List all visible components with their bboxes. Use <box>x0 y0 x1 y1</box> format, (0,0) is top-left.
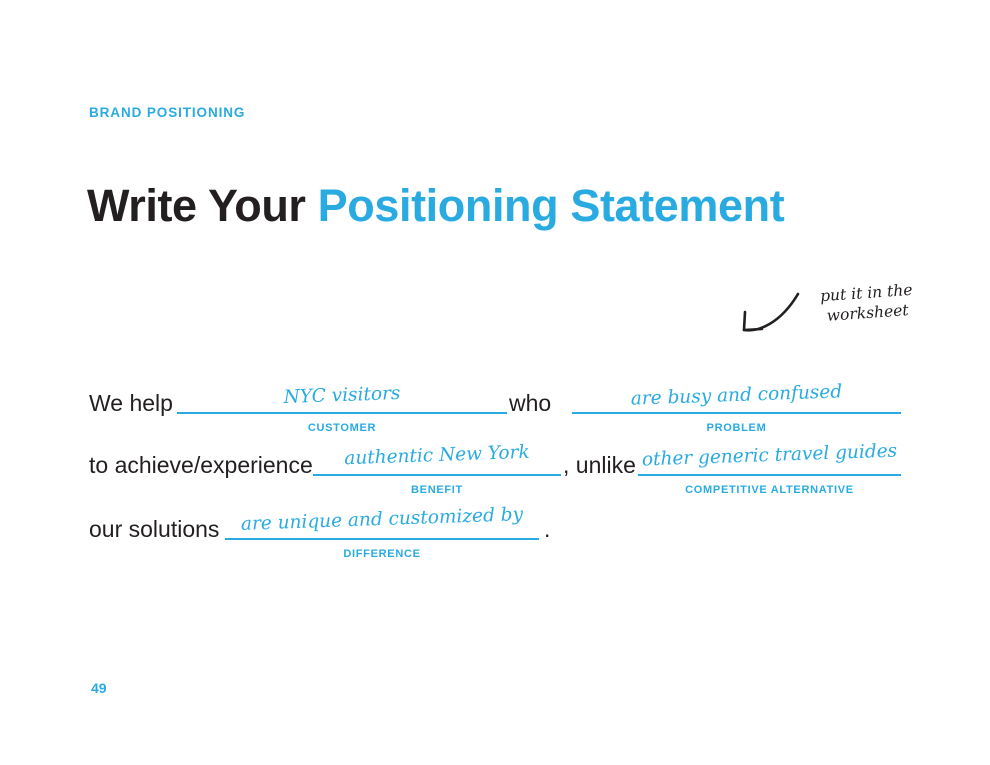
answer-customer[interactable]: NYC visitors <box>283 382 401 409</box>
page-number: 49 <box>91 680 107 696</box>
statement-line-3 <box>89 506 919 568</box>
caption-difference: DIFFERENCE <box>343 548 421 560</box>
handwritten-note-line-1: put it in the <box>819 280 914 306</box>
page-title-plain: Write Your <box>87 180 318 231</box>
label-unlike: , unlike <box>563 452 636 478</box>
caption-problem: PROBLEM <box>706 422 767 434</box>
label-to-achieve: to achieve/experience <box>89 452 313 478</box>
statement-line-2 <box>89 442 919 506</box>
answer-problem[interactable]: are busy and confused <box>630 381 843 410</box>
label-period: . <box>544 516 551 542</box>
handwritten-note <box>811 279 924 327</box>
curved-arrow-icon <box>738 288 808 333</box>
page-title-accent: Positioning Statement <box>317 180 785 231</box>
caption-competitive-alternative: COMPETITIVE ALTERNATIVE <box>685 484 854 496</box>
handwritten-note-line-2: worksheet <box>826 301 910 326</box>
answer-benefit[interactable]: authentic New York <box>343 441 531 470</box>
section-eyebrow: BRAND POSITIONING <box>89 105 246 120</box>
statement-line-1 <box>89 380 919 442</box>
page-title <box>87 180 784 232</box>
positioning-statement <box>89 380 919 568</box>
label-our-solutions: our solutions <box>89 516 220 542</box>
answer-competitive-alternative[interactable]: other generic travel guides <box>641 440 898 471</box>
caption-benefit: BENEFIT <box>411 484 463 496</box>
caption-customer: CUSTOMER <box>307 422 377 434</box>
label-we-help: We help <box>89 390 173 416</box>
answer-difference[interactable]: are unique and customized by <box>240 504 524 535</box>
label-who: who <box>509 390 552 416</box>
